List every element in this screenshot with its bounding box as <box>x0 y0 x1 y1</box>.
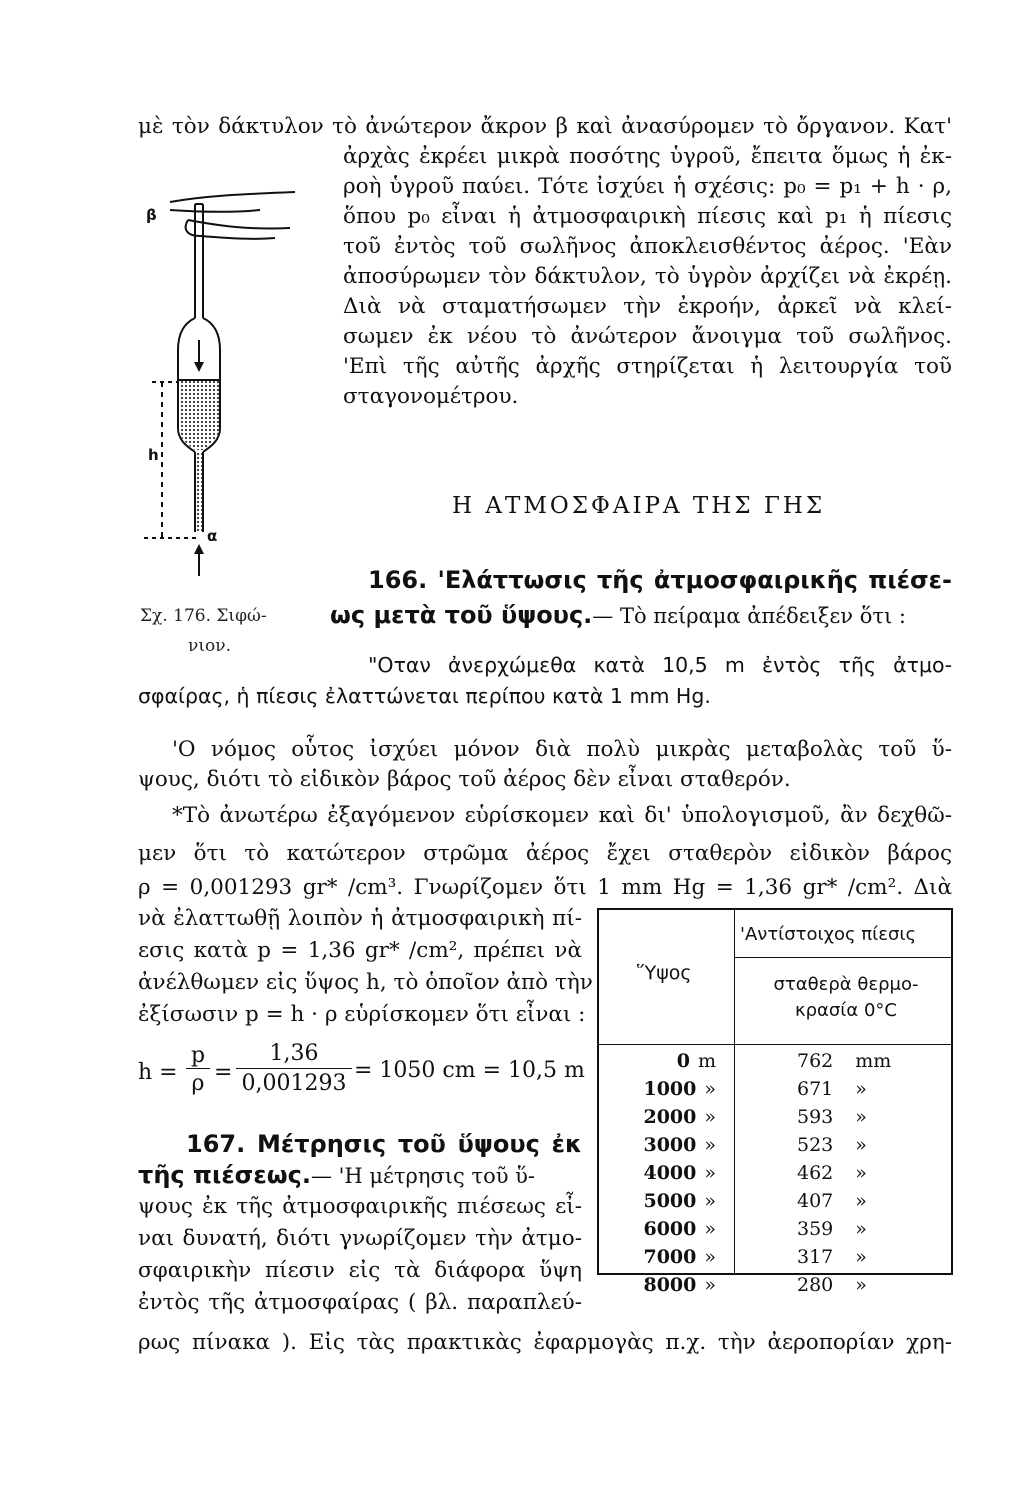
text-line: ἀποσύρωμεν τὸν δάκτυλον, τὸ ὑγρὸν ἀρχίζει νὰ ἐκρέῃ. <box>343 264 952 289</box>
section-title-167: 167. Μέτρησις τοῦ ὕψους ἐκ <box>186 1130 582 1158</box>
table-header-pressure: 'Αντίστοιχος πίεσις <box>740 924 917 945</box>
text-line: 'Επὶ τῆς αὐτῆς ἀρχῆς στηρίζεται ἡ λειτουργία τοῦ <box>343 354 952 379</box>
table-cell-pressure: 317 » <box>797 1246 867 1268</box>
figure-label-h: h <box>148 446 159 464</box>
table-divider <box>734 957 951 958</box>
section-title-167-cont <box>138 1160 582 1193</box>
formula-frac2-den: 0,001293 <box>241 1071 347 1096</box>
text-line: μεν ὅτι τὸ κατώτερον στρῶμα ἀέρος ἔχει σταθερὸν εἰδικὸν βάρος <box>138 841 952 866</box>
text-line: ρ = 0,001293 gr* /cm³. Γνωρίζομεν ὅτι 1 mm Hg = 1,36 gr* /cm². Διὰ <box>138 875 952 900</box>
hand-drawing <box>170 192 295 239</box>
text-line: ρως πίνακα ). Εἰς τὰς πρακτικὰς ἐφαρμογὰς π.χ. τὴν ἀεροπορίαν χρη- <box>138 1330 952 1355</box>
text-line: ψους ἐκ τῆς ἀτμοσφαιρικῆς πιέσεως εἶ- <box>138 1194 582 1219</box>
table-cell-pressure: 593 » <box>797 1106 867 1128</box>
text-line: σταγονομέτρου. <box>343 384 519 409</box>
section-title-rest: — 'Η μέτρησις τοῦ ὕ- <box>310 1164 536 1188</box>
liquid-fill <box>179 380 219 450</box>
formula-lhs: h = <box>138 1060 178 1085</box>
text-line: εσις κατὰ p = 1,36 gr* /cm², πρέπει νὰ <box>138 938 582 963</box>
table-cell-altitude: 5000 » <box>643 1190 716 1212</box>
text-line: μὲ τὸν δάκτυλον τὸ ἀνώτερον ἄκρον β καὶ ἀνασύρομεν τὸ ὄργανον. Κατ' <box>138 114 952 139</box>
text-line: *Τὸ ἀνωτέρω ἐξαγόμενον εὑρίσκομεν καὶ δι' ὑπολογισμοῦ, ἂν δεχθῶ- <box>172 803 952 828</box>
section-title-bold: τῆς πιέσεως. <box>138 1161 311 1189</box>
table-row <box>599 1274 955 1302</box>
table-row <box>599 1134 955 1162</box>
table-cell-pressure: 280 » <box>797 1274 867 1296</box>
text-line: ροὴ ὑγροῦ παύει. Τότε ἰσχύει ἡ σχέσις: p₀ = p₁ + h · ρ, <box>343 174 952 199</box>
text-line: σφαιρικὴν πίεσιν εἰς τὰ διάφορα ὕψη <box>138 1258 582 1283</box>
text-line: 'Ο νόμος οὗτος ἰσχύει μόνον διὰ πολὺ μικρὰς μεταβολὰς τοῦ ὕ- <box>172 737 952 762</box>
formula-result: = 1050 cm = 10,5 m <box>354 1058 585 1083</box>
figure-caption: Σχ. 176. Σιφώ- <box>140 606 267 626</box>
table-row <box>599 1190 955 1218</box>
table-cell-altitude: 0 m <box>676 1050 716 1072</box>
table-header-sub: σταθερὰ θερμο- <box>773 974 919 995</box>
table-cell-altitude: 3000 » <box>643 1134 716 1156</box>
table-header-sub: κρασία 0°C <box>794 1000 897 1021</box>
text-line: Διὰ νὰ σταματήσωμεν τὴν ἐκροήν, ἀρκεῖ νὰ κλεί- <box>343 294 952 319</box>
table-cell-altitude: 7000 » <box>643 1246 716 1268</box>
table-header-altitude: Ὕψος <box>637 962 692 984</box>
table-cell-pressure: 671 » <box>797 1078 867 1100</box>
table-cell-altitude: 8000 » <box>643 1274 716 1296</box>
table-cell-altitude: 4000 » <box>643 1162 716 1184</box>
text-line: ἐντὸς τῆς ἀτμοσφαίρας ( βλ. παραπλεύ- <box>138 1290 582 1315</box>
text-line: ψους, διότι τὸ εἰδικὸν βάρος τοῦ ἀέρος δὲν εἶναι σταθερόν. <box>138 767 791 792</box>
formula-frac2-num: 1,36 <box>236 1040 352 1069</box>
table-cell-pressure: 407 » <box>797 1190 867 1212</box>
text-line: ἀρχὰς ἐκρέει μικρὰ ποσότης ὑγροῦ, ἔπειτα ὅμως ἡ ἐκ- <box>343 144 952 169</box>
text-line: ὅπου p₀ εἶναι ἡ ἀτμοσφαιρικὴ πίεσις καὶ p₁ ἡ πίεσις <box>343 204 952 229</box>
text-line: ναι δυνατή, διότι γνωρίζομεν τὴν ἀτμο- <box>138 1226 582 1251</box>
pressure-table <box>597 908 953 1296</box>
table-row <box>599 1078 955 1106</box>
table-row <box>599 1218 955 1246</box>
table-row <box>599 1246 955 1274</box>
figure-label-beta: β <box>146 206 157 224</box>
table-cell-pressure: 523 » <box>797 1134 867 1156</box>
table-cell-altitude: 2000 » <box>643 1106 716 1128</box>
table-row <box>599 1106 955 1134</box>
text-line: ἀνέλθωμεν εἰς ὕψος h, τὸ ὁποῖον ἀπὸ τὴν <box>138 970 593 995</box>
table-divider <box>599 1044 951 1045</box>
formula-frac1-den: ρ <box>191 1071 205 1096</box>
table-cell-altitude: 1000 » <box>643 1078 716 1100</box>
formula-eq: = <box>214 1060 233 1085</box>
figure-label-alpha: α <box>207 527 218 545</box>
section-title-166-cont <box>330 600 952 633</box>
table-row <box>599 1050 955 1078</box>
text-line: νὰ ἐλαττωθῇ λοιπὸν ἡ ἀτμοσφαιρικὴ πί- <box>138 906 582 931</box>
text-line: σωμεν ἐκ νέου τὸ ἀνώτερον ἄνοιγμα τοῦ σωλῆνος. <box>343 324 952 349</box>
section-title-166: 166. 'Ελάττωσις τῆς ἀτμοσφαιρικῆς πιέσε- <box>368 566 952 594</box>
section-heading: Η ΑΤΜΟΣΦΑΙΡΑ ΤΗΣ ΓΗΣ <box>452 493 826 519</box>
table-cell-pressure: 762 mm <box>797 1050 892 1072</box>
table-cell-altitude: 6000 » <box>643 1218 716 1240</box>
text-line: τοῦ ἐντὸς τοῦ σωλῆνος ἀποκλεισθέντος ἀέρος. 'Εὰν <box>343 234 952 259</box>
text-line: ἐξίσωσιν p = h · ρ εὑρίσκομεν ὅτι εἶναι : <box>138 1002 586 1027</box>
law-text: "Οταν ἀνερχώμεθα κατὰ 10,5 m ἐντὸς τῆς ἀτμο- <box>368 653 952 677</box>
table-row <box>599 1162 955 1190</box>
figure-caption: νιον. <box>188 636 231 656</box>
siphon-figure <box>140 180 320 590</box>
table-cell-pressure: 462 » <box>797 1162 867 1184</box>
section-title-bold: ως μετὰ τοῦ ὕψους. <box>330 601 593 629</box>
table-cell-pressure: 359 » <box>797 1218 867 1240</box>
law-text: σφαίρας, ἡ πίεσις ἐλαττώνεται περίπου κατὰ 1 mm Hg. <box>138 684 711 708</box>
formula-frac1-num: p <box>186 1044 210 1069</box>
section-title-rest: — Τὸ πείραμα ἀπέδειξεν ὅτι : <box>592 604 906 628</box>
